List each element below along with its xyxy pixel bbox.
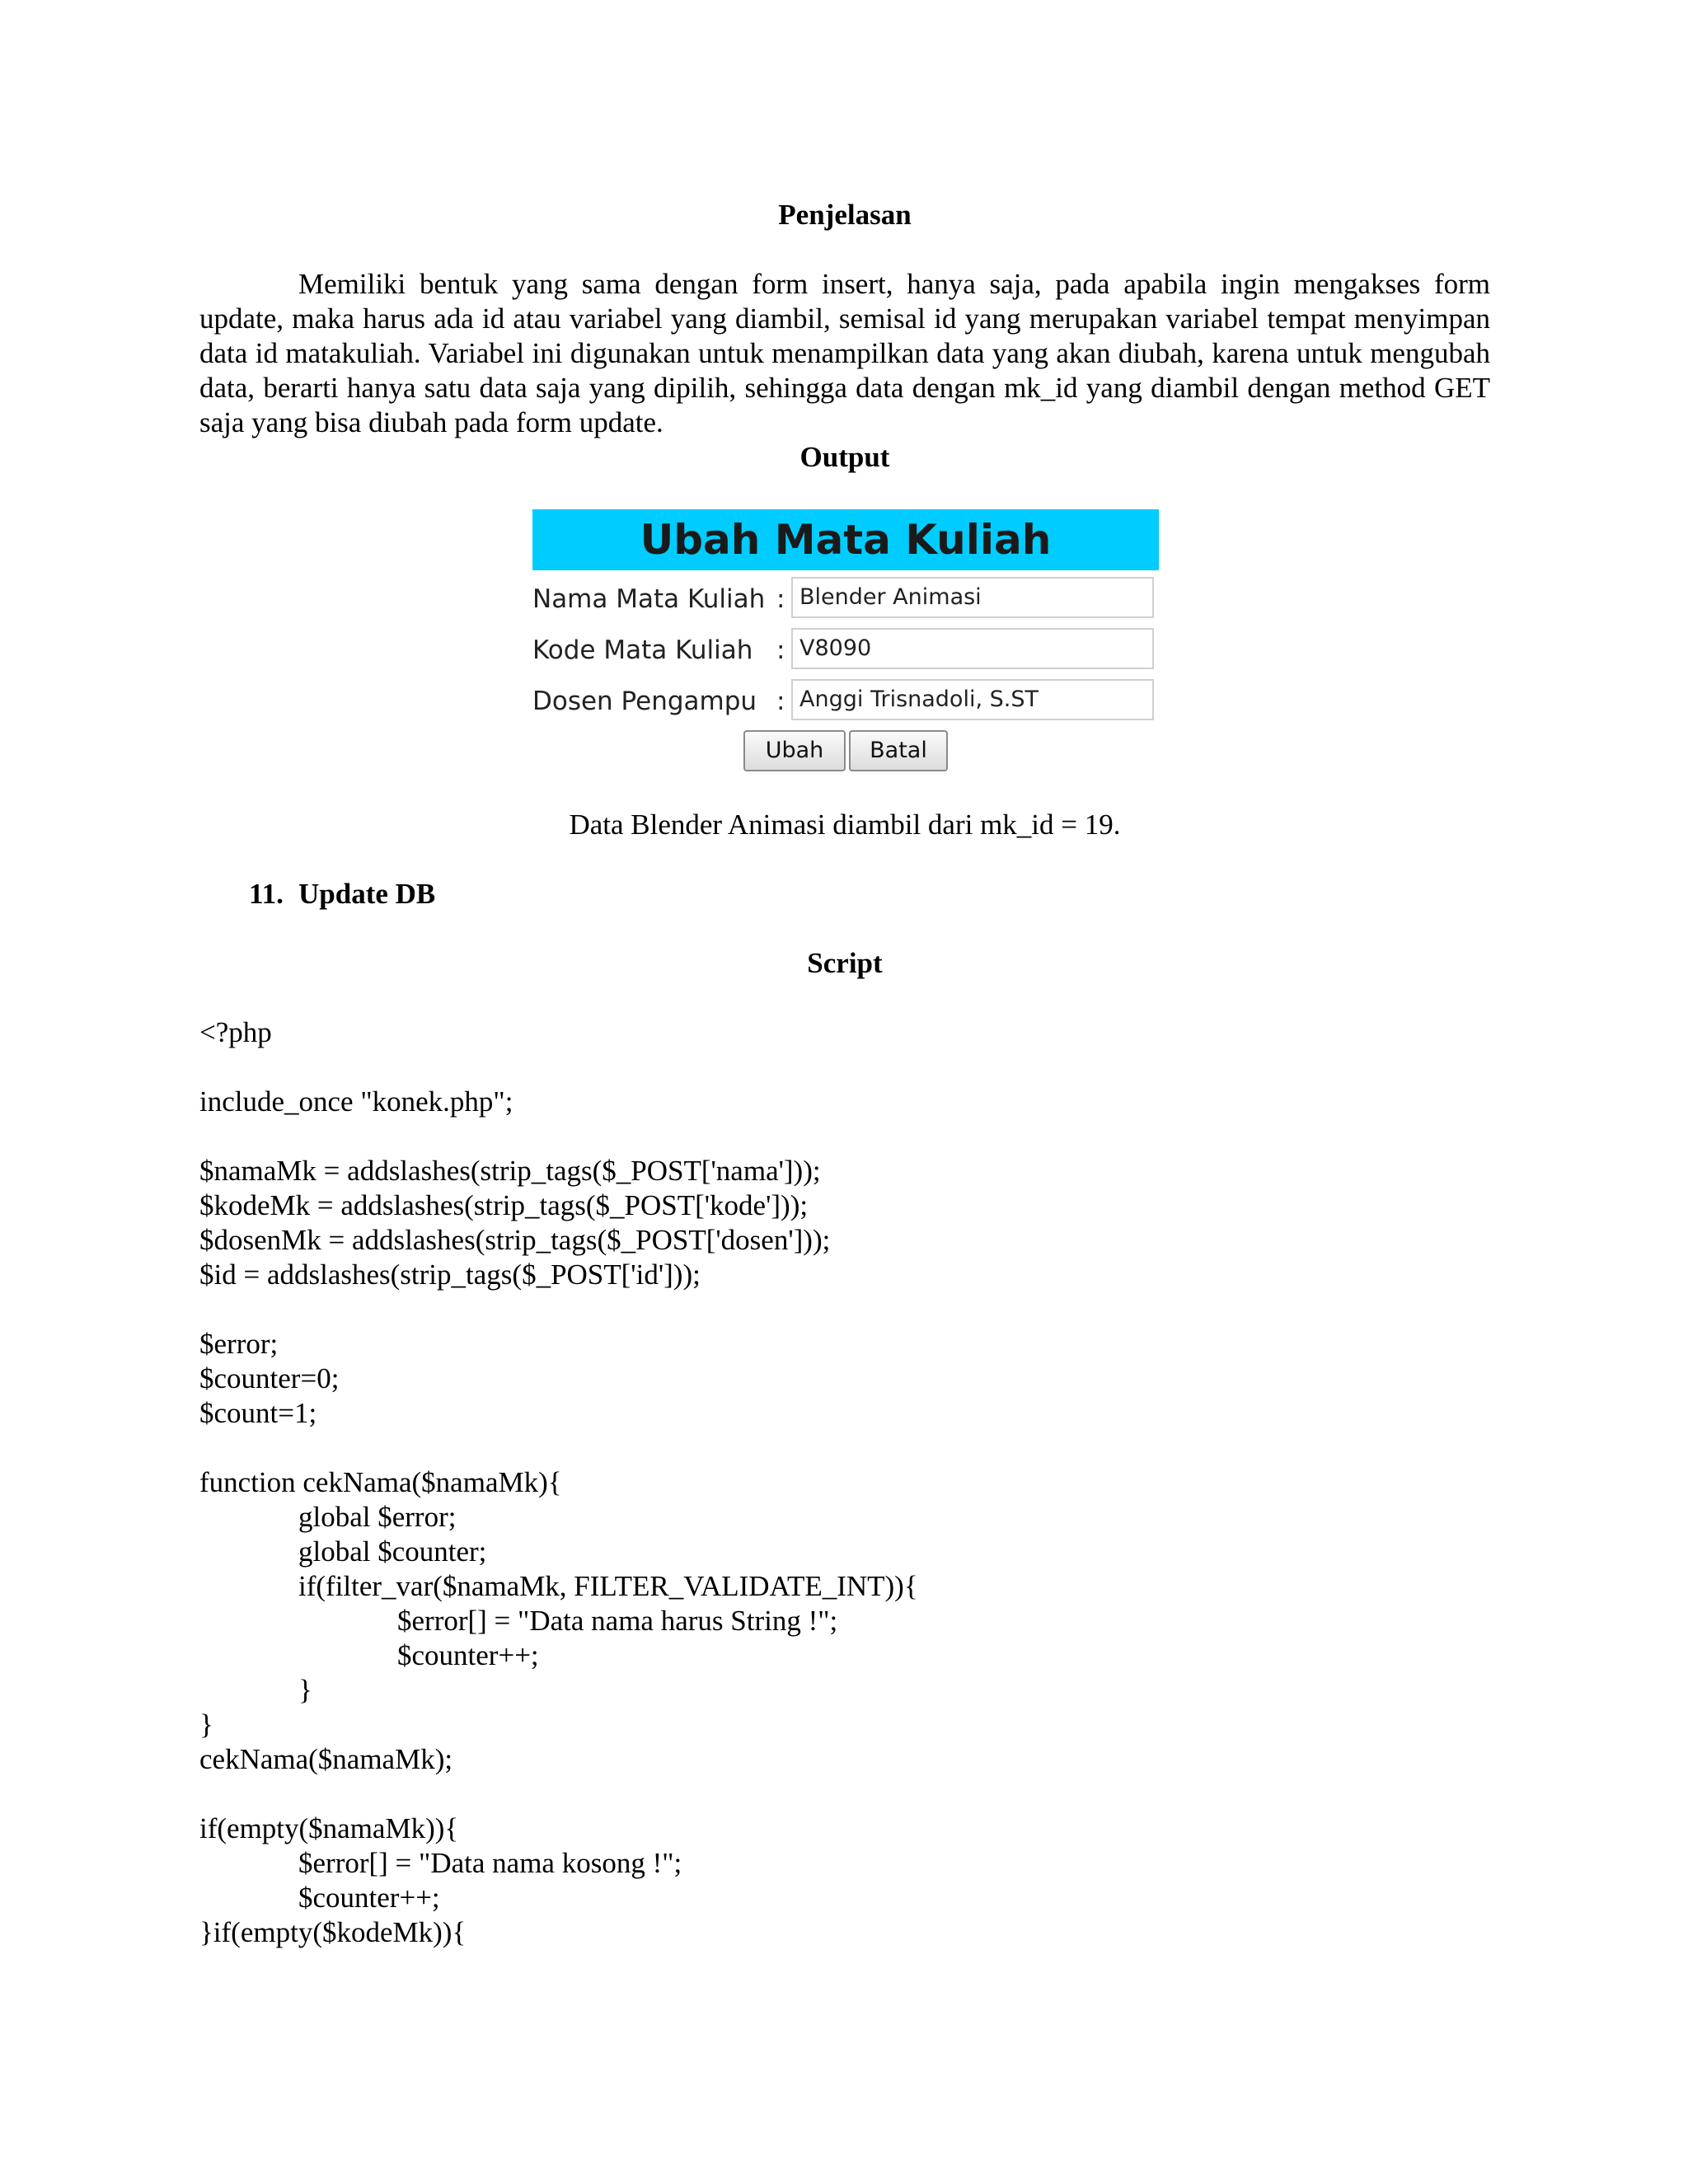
explanation-paragraph: Memiliki bentuk yang sama dengan form insert, hanya saja, pada apabila ingin mengakses form update, maka harus ada id atau variabel yang diambil, semisal id yang merupakan variabel tempat menyimpan data id matakuliah. Variabel ini digunakan untuk menampilkan data yang akan diubah, karena untuk mengubah data, berarti hanya satu data saja yang dipilih, sehingga data dengan mk_id yang diambil dengan method GET saja yang bisa diubah pada form update.	[199, 268, 1490, 438]
code-line: $kodeMk = addslashes(strip_tags($_POST['kode']));	[199, 1189, 809, 1221]
code-line: }if(empty($kodeMk)){	[199, 1916, 467, 1948]
ubah-button[interactable]: Ubah	[743, 730, 846, 771]
label-nama: Nama Mata Kuliah	[532, 584, 766, 614]
section-number: 11.	[249, 878, 284, 910]
form-row-dosen	[532, 679, 1159, 724]
section-title: Update DB	[298, 878, 436, 910]
code-line: $counter=0;	[199, 1362, 340, 1394]
figure-caption: Data Blender Animasi diambil dari mk_id = 19.	[569, 808, 1121, 841]
code-block	[199, 1015, 1490, 1950]
form-screenshot	[532, 509, 1159, 773]
code-line: cekNama($namaMk);	[199, 1743, 453, 1775]
code-line: if(filter_var($namaMk, FILTER_VALIDATE_INT)){	[298, 1570, 918, 1602]
heading-penjelasan: Penjelasan	[778, 199, 912, 231]
label-kode: Kode Mata Kuliah	[532, 635, 753, 665]
heading-output: Output	[799, 441, 890, 473]
code-line: global $error;	[298, 1501, 457, 1533]
batal-button[interactable]: Batal	[849, 730, 948, 771]
colon: :	[776, 584, 785, 614]
form-buttons	[743, 730, 958, 771]
code-line: $counter++;	[298, 1882, 440, 1914]
code-line: $namaMk = addslashes(strip_tags($_POST['nama']));	[199, 1155, 821, 1187]
code-line: $count=1;	[199, 1397, 317, 1429]
code-line: $dosenMk = addslashes(strip_tags($_POST['dosen']));	[199, 1224, 831, 1256]
section-heading	[249, 877, 1490, 912]
kode-field[interactable]: V8090	[791, 628, 1154, 669]
code-line: $error;	[199, 1328, 279, 1360]
colon: :	[776, 635, 785, 665]
code-line: $error[] = "Data nama kosong !";	[298, 1847, 682, 1879]
code-line: $counter++;	[397, 1639, 539, 1671]
dosen-field[interactable]: Anggi Trisnadoli, S.ST	[791, 679, 1154, 720]
code-line: <?php	[199, 1016, 272, 1048]
code-line: global $counter;	[298, 1535, 487, 1568]
code-line: $id = addslashes(strip_tags($_POST['id']));	[199, 1258, 701, 1291]
code-line: }	[298, 1674, 312, 1706]
code-line: if(empty($namaMk)){	[199, 1812, 459, 1844]
document-page	[199, 198, 1490, 1950]
form-row-kode	[532, 628, 1159, 673]
nama-field[interactable]: Blender Animasi	[791, 577, 1154, 618]
form-title: Ubah Mata Kuliah	[532, 509, 1159, 570]
form-row-nama	[532, 577, 1159, 621]
code-line: function cekNama($namaMk){	[199, 1466, 562, 1498]
colon: :	[776, 687, 785, 716]
code-line: $error[] = "Data nama harus String !";	[397, 1605, 838, 1637]
code-line: }	[199, 1708, 213, 1741]
label-dosen: Dosen Pengampu	[532, 687, 757, 716]
heading-script: Script	[807, 947, 883, 979]
code-line: include_once "konek.php";	[199, 1085, 513, 1118]
